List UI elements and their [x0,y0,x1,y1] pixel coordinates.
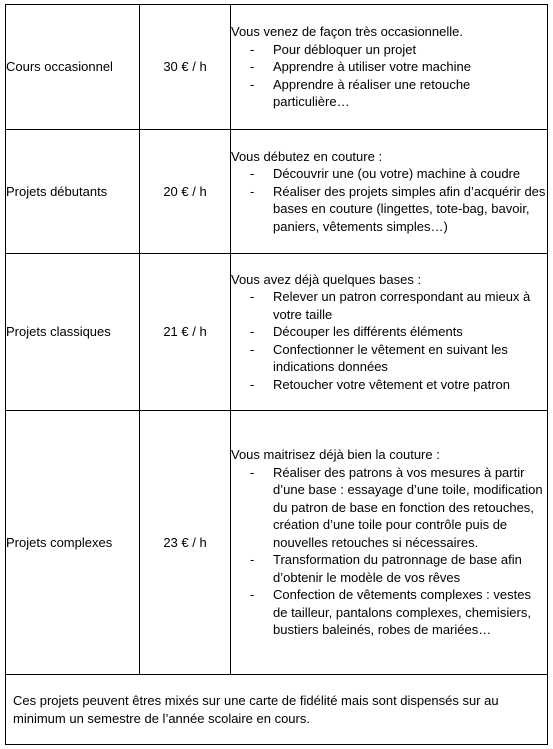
description-intro: Vous avez déjà quelques bases : [231,271,422,287]
list-item: - Découvrir une (ou votre) machine à coudre [231,165,547,183]
list-item: - Relever un patron correspondant au mieux à votre taille [231,288,547,323]
list-item: - Réaliser des projets simples afin d’acquérir des bases en couture (lingettes, tote-bag, bavoir, paniers, vêtements simples…) [231,183,547,236]
list-item: - Apprendre à réaliser une retouche particulière… [231,76,547,111]
course-name: Projets complexes [6,411,140,675]
table-row [6,411,548,675]
course-price: 30 € / h [140,5,231,130]
list-item: - Réaliser des patrons à vos mesures à partir d’une base : essayage d’une toile, modification du patron de base en fonction des retouches, création d’une toile pour contrôle puis de nouvelles retouches si nécessaires. [231,464,547,552]
list-item: - Confection de vêtements complexes : vestes de tailleur, pantalons complexes, chemisiers, bustiers baleinés, robes de mariées… [231,586,547,639]
course-description [231,254,548,411]
list-item: - Retoucher votre vêtement et votre patron [231,376,547,394]
description-list [231,464,547,639]
description-intro: Vous maitrisez déjà bien la couture : [231,447,440,463]
description-list [231,165,547,235]
course-price: 23 € / h [140,411,231,675]
table-row [6,675,548,745]
description-list [231,288,547,393]
table-row [6,5,548,130]
description-intro: Vous débutez en couture : [231,148,383,164]
description-intro: Vous venez de façon très occasionnelle. [231,24,463,40]
course-name: Projets débutants [6,130,140,254]
course-name: Projets classiques [6,254,140,411]
course-description [231,411,548,675]
list-item: - Apprendre à utiliser votre machine [231,58,547,76]
table-row [6,254,548,411]
list-item: - Pour débloquer un projet [231,41,547,59]
course-description [231,130,548,254]
course-price: 20 € / h [140,130,231,254]
list-item: - Confectionner le vêtement en suivant les indications données [231,341,547,376]
table-row [6,130,548,254]
course-price: 21 € / h [140,254,231,411]
list-item: - Découper les différents éléments [231,323,547,341]
pricing-table [5,4,548,745]
description-list [231,41,547,111]
course-description [231,5,548,130]
footer-note: Ces projets peuvent êtres mixés sur une carte de fidélité mais sont dispensés sur au minimum un semestre de l’année scolaire en cours. [6,675,548,745]
course-name: Cours occasionnel [6,5,140,130]
list-item: - Transformation du patronnage de base afin d’obtenir le modèle de vos rêves [231,551,547,586]
